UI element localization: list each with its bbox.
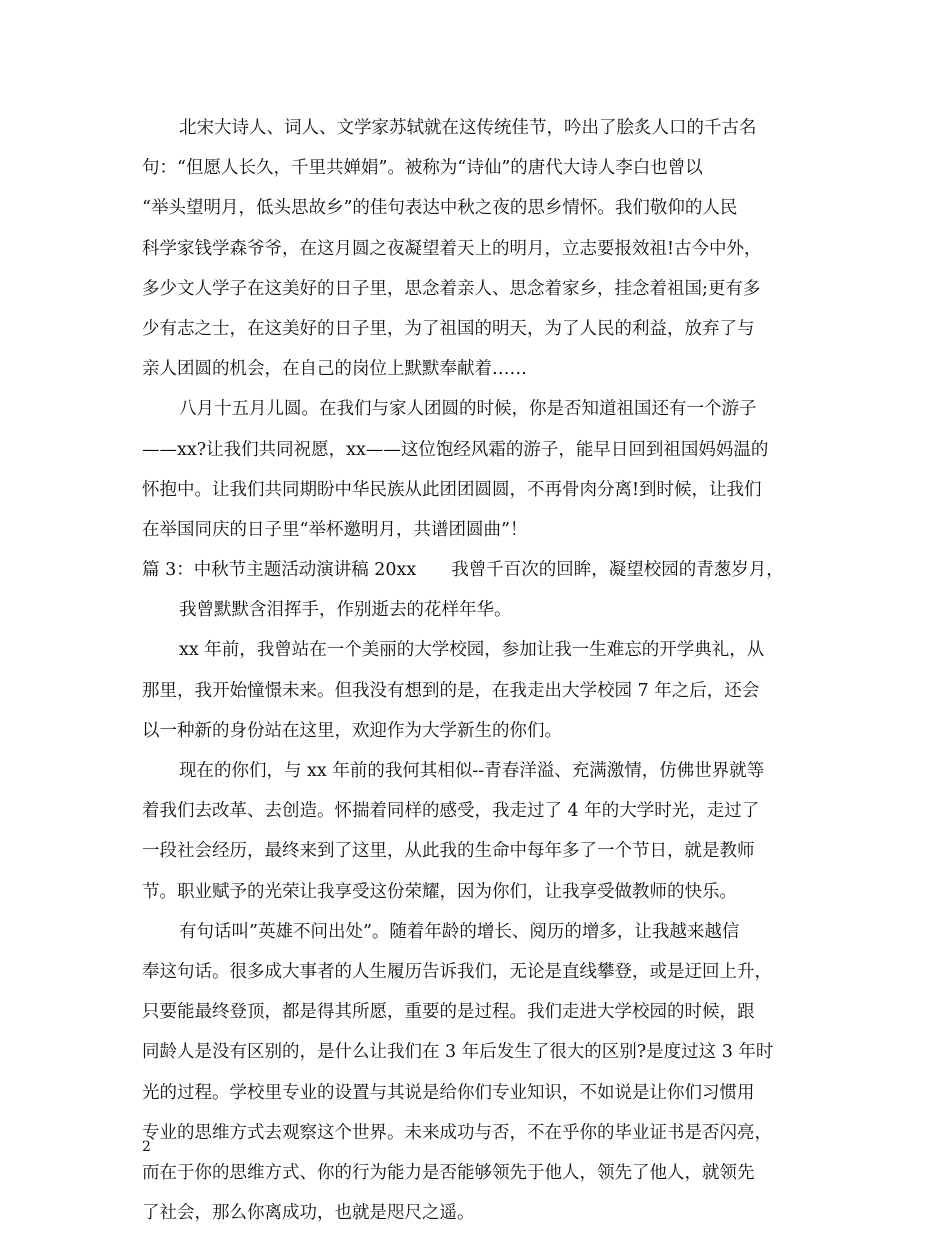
text-line: 亲人团圆的机会，在自己的岗位上默默奉献着…… — [142, 359, 527, 380]
text-line: 现在的你们，与 xx 年前的我何其相似--青春洋溢、充满激情，仿佛世界就等 — [179, 761, 765, 781]
text-line: 科学家钱学森爷爷，在这月圆之夜凝望着天上的明月，立志要报效祖!古今中外， — [142, 238, 762, 259]
text-line: 而在于你的思维方式、你的行为能力是否能够领先于他人，领先了他人，就领先 — [142, 1162, 755, 1183]
text-line: xx 年前，我曾站在一个美丽的大学校园，参加让我一生难忘的开学典礼，从 — [179, 640, 765, 661]
text-line: 有句话叫”英雄不问出处”。随着年龄的增长、阅历的增多，让我越来越信 — [179, 921, 740, 942]
text-line: “举头望明月，低头思故乡”的佳句表达中秋之夜的思乡情怀。我们敬仰的人民 — [142, 198, 738, 219]
text-line: 了社会，那么你离成功，也就是咫尺之遥。 — [142, 1203, 475, 1224]
text-line: 句：“但愿人长久，千里共婵娟”。被称为“诗仙”的唐代大诗人李白也曾以 — [142, 158, 703, 179]
page-number: 2 — [142, 1139, 151, 1155]
text-line: 同龄人是没有区别的，是什么让我们在 3 年后发生了很大的区别?是度过这 3 年时 — [142, 1042, 774, 1063]
text-line: 光的过程。学校里专业的设置与其说是给你们专业知识，不如说是让你们习惯用 — [142, 1082, 755, 1103]
text-line: 怀抱中。让我们共同期盼中华民族从此团团圆圆，不再骨肉分离!到时候，让我们 — [142, 479, 762, 500]
text-line: 只要能最终登顶，都是得其所愿，重要的是过程。我们走进大学校园的时候，跟 — [142, 1002, 755, 1023]
text-line: 我曾默默含泪挥手，作别逝去的花样年华。 — [179, 600, 512, 621]
text-line: ——xx?让我们共同祝愿，xx——这位饱经风霜的游子，能早日回到祖国妈妈温的 — [142, 439, 769, 460]
text-line: 篇 3：中秋节主题活动演讲稿 20xx 我曾千百次的回眸，凝望校园的青葱岁月， — [142, 560, 784, 581]
text-line: 八月十五月儿圆。在我们与家人团圆的时候，你是否知道祖国还有一个游子 — [179, 399, 757, 420]
text-line: 少有志之士，在这美好的日子里，为了祖国的明天，为了人民的利益，放弃了与 — [142, 318, 755, 339]
text-line: 一段社会经历，最终来到了这里，从此我的生命中每年多了一个节日，就是教师 — [142, 841, 755, 862]
body-text — [142, 108, 822, 1233]
text-line: 那里，我开始憧憬未来。但我没有想到的是，在我走出大学校园 7 年之后，还会 — [142, 680, 760, 701]
text-line: 着我们去改革、去创造。怀揣着同样的感受，我走过了 4 年的大学时光，走过了 — [142, 801, 760, 822]
text-line: 专业的思维方式去观察这个世界。未来成功与否，不在乎你的毕业证书是否闪亮， — [142, 1122, 772, 1143]
text-line: 北宋大诗人、词人、文学家苏轼就在这传统佳节，吟出了脍炙人口的千古名 — [179, 118, 757, 138]
text-line: 以一种新的身份站在这里，欢迎作为大学新生的你们。 — [142, 720, 562, 741]
text-line: 在举国同庆的日子里“举杯邀明月，共谱团圆曲”！ — [142, 519, 528, 540]
text-line: 多少文人学子在这美好的日子里，思念着亲人、思念着家乡，挂念着祖国;更有多 — [142, 278, 761, 299]
text-line: 奉这句话。很多成大事者的人生履历告诉我们，无论是直线攀登，或是迂回上升， — [142, 961, 772, 982]
text-line: 节。职业赋予的光荣让我享受这份荣耀，因为你们，让我享受做教师的快乐。 — [142, 881, 737, 902]
